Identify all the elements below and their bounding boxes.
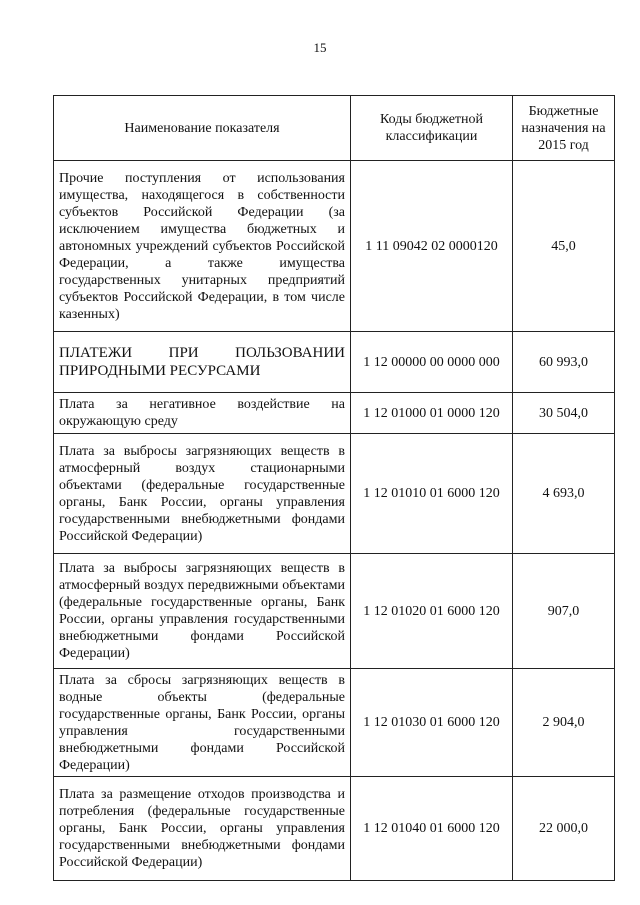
row-code: 1 12 01030 01 6000 120 bbox=[351, 669, 513, 777]
header-code: Коды бюджетной классификации bbox=[351, 96, 513, 161]
row-name: Плата за размещение отходов производства и потребления (федеральные государственные органы, Банк России, органы управления государственными внебюджетными фондами Российской Федерации) bbox=[54, 777, 351, 881]
row-code: 1 12 01010 01 6000 120 bbox=[351, 434, 513, 554]
row-amount: 2 904,0 bbox=[513, 669, 615, 777]
table-row bbox=[54, 161, 615, 332]
header-row bbox=[54, 96, 615, 161]
row-code: 1 12 00000 00 0000 000 bbox=[351, 332, 513, 393]
row-amount: 45,0 bbox=[513, 161, 615, 332]
header-name: Наименование показателя bbox=[54, 96, 351, 161]
row-code: 1 11 09042 02 0000120 bbox=[351, 161, 513, 332]
row-code: 1 12 01020 01 6000 120 bbox=[351, 554, 513, 669]
row-name: Плата за выбросы загрязняющих веществ в атмосферный воздух стационарными объектами (федеральные государственные органы, Банк России, органы управления государственными внебюджетными фондами Российской Федерации) bbox=[54, 434, 351, 554]
row-name: ПЛАТЕЖИ ПРИ ПОЛЬЗОВАНИИ ПРИРОДНЫМИ РЕСУРСАМИ bbox=[54, 332, 351, 393]
row-code: 1 12 01040 01 6000 120 bbox=[351, 777, 513, 881]
row-name: Плата за выбросы загрязняющих веществ в атмосферный воздух передвижными объектами (федеральные государственные органы, Банк России, органы управления государственными внебюджетными фондами Российской Федерации) bbox=[54, 554, 351, 669]
table-row bbox=[54, 777, 615, 881]
row-name: Плата за негативное воздействие на окружающую среду bbox=[54, 393, 351, 434]
table-row bbox=[54, 393, 615, 434]
table-row bbox=[54, 554, 615, 669]
row-amount: 907,0 bbox=[513, 554, 615, 669]
table-row bbox=[54, 332, 615, 393]
table-row bbox=[54, 434, 615, 554]
table-row bbox=[54, 669, 615, 777]
row-code: 1 12 01000 01 0000 120 bbox=[351, 393, 513, 434]
row-amount: 30 504,0 bbox=[513, 393, 615, 434]
header-amount: Бюджетные назначения на 2015 год bbox=[513, 96, 615, 161]
page-number: 15 bbox=[313, 40, 327, 55]
row-name: Плата за сбросы загрязняющих веществ в водные объекты (федеральные государственные органы, Банк России, органы управления государственными внебюджетными фондами Российской Федерации) bbox=[54, 669, 351, 777]
row-name: Прочие поступления от использования имущества, находящегося в собственности субъектов Российской Федерации (за исключением имущества бюджетных и автономных учреждений субъектов Российской Федерации, а также имущества государственных унитарных предприятий субъектов Российской Федерации, в том числе казенных) bbox=[54, 161, 351, 332]
row-amount: 4 693,0 bbox=[513, 434, 615, 554]
row-amount: 60 993,0 bbox=[513, 332, 615, 393]
budget-table bbox=[53, 95, 615, 881]
row-amount: 22 000,0 bbox=[513, 777, 615, 881]
